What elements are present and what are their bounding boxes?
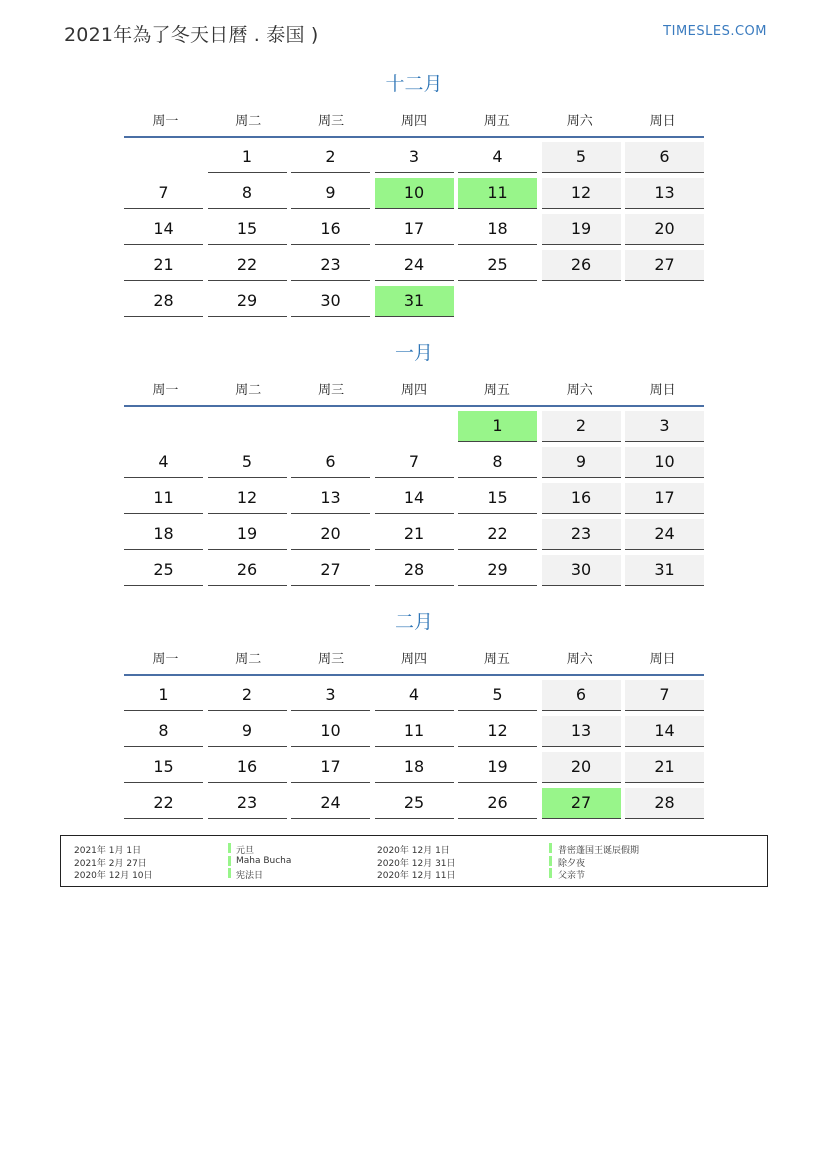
day-cell: 15 bbox=[208, 214, 287, 245]
day-cell: 13 bbox=[542, 716, 621, 747]
header-rule bbox=[124, 405, 704, 407]
day-cell: 3 bbox=[375, 142, 454, 173]
weekday-header bbox=[124, 375, 704, 401]
day-cell: 12 bbox=[542, 178, 621, 209]
weekday-label: 周一 bbox=[152, 651, 179, 667]
day-cell: 26 bbox=[208, 555, 287, 586]
day-cell: 17 bbox=[625, 483, 704, 514]
empty-cell bbox=[208, 411, 287, 441]
legend-date: 2020年 12月 10日 bbox=[74, 871, 153, 881]
day-cell: 9 bbox=[291, 178, 370, 209]
weekday-label: 周六 bbox=[566, 382, 593, 398]
weekday-label: 周一 bbox=[152, 113, 179, 129]
day-cell: 19 bbox=[458, 752, 537, 783]
weekday-label: 周二 bbox=[235, 382, 262, 398]
weekday-label: 周日 bbox=[649, 113, 676, 129]
weekday-label: 周六 bbox=[566, 113, 593, 129]
day-cell: 9 bbox=[542, 447, 621, 478]
day-cell: 11 bbox=[458, 178, 537, 209]
holiday-legend bbox=[60, 835, 768, 887]
day-cell: 8 bbox=[208, 178, 287, 209]
day-cell: 19 bbox=[208, 519, 287, 550]
day-cell: 2 bbox=[542, 411, 621, 442]
day-cell: 23 bbox=[542, 519, 621, 550]
legend-date: 2020年 12月 31日 bbox=[377, 858, 456, 869]
day-cell: 5 bbox=[458, 680, 537, 711]
legend-date: 2021年 2月 27日 bbox=[74, 858, 147, 869]
day-cell: 19 bbox=[542, 214, 621, 245]
day-cell: 30 bbox=[542, 555, 621, 586]
day-grid bbox=[124, 680, 704, 819]
day-cell: 29 bbox=[458, 555, 537, 586]
day-cell: 7 bbox=[375, 447, 454, 478]
day-cell: 26 bbox=[458, 788, 537, 819]
legend-holiday-name: 除夕夜 bbox=[558, 858, 586, 869]
day-cell: 26 bbox=[542, 250, 621, 281]
day-cell: 4 bbox=[375, 680, 454, 711]
weekday-label: 周日 bbox=[649, 382, 676, 398]
day-grid bbox=[124, 411, 704, 586]
day-cell: 25 bbox=[124, 555, 203, 586]
day-grid bbox=[124, 142, 704, 317]
day-cell: 24 bbox=[375, 250, 454, 281]
day-cell: 27 bbox=[542, 788, 621, 819]
day-cell: 4 bbox=[124, 447, 203, 478]
legend-date: 2020年 12月 11日 bbox=[377, 871, 456, 881]
weekday-label: 周二 bbox=[235, 651, 262, 667]
day-cell: 17 bbox=[291, 752, 370, 783]
day-cell: 16 bbox=[208, 752, 287, 783]
weekday-label: 周三 bbox=[318, 113, 345, 129]
legend-holiday-name: 父亲节 bbox=[558, 871, 586, 881]
empty-cell bbox=[291, 411, 370, 441]
day-cell: 18 bbox=[375, 752, 454, 783]
day-cell: 24 bbox=[291, 788, 370, 819]
day-cell: 3 bbox=[291, 680, 370, 711]
day-cell: 6 bbox=[542, 680, 621, 711]
header-rule bbox=[124, 674, 704, 676]
weekday-label: 周五 bbox=[483, 382, 510, 398]
day-cell: 21 bbox=[375, 519, 454, 550]
empty-cell bbox=[124, 411, 203, 441]
legend-holiday-name: Maha Bucha bbox=[236, 855, 292, 866]
legend-row bbox=[61, 856, 767, 868]
day-cell: 1 bbox=[124, 680, 203, 711]
legend-row bbox=[61, 868, 767, 880]
legend-date: 2021年 1月 1日 bbox=[74, 846, 142, 856]
day-cell: 7 bbox=[124, 178, 203, 209]
day-cell: 20 bbox=[542, 752, 621, 783]
weekday-label: 周日 bbox=[649, 651, 676, 667]
day-cell: 13 bbox=[625, 178, 704, 209]
day-cell: 15 bbox=[124, 752, 203, 783]
day-cell: 5 bbox=[542, 142, 621, 173]
day-cell: 16 bbox=[291, 214, 370, 245]
day-cell: 3 bbox=[625, 411, 704, 442]
day-cell: 9 bbox=[208, 716, 287, 747]
day-cell: 1 bbox=[208, 142, 287, 173]
day-cell: 25 bbox=[458, 250, 537, 281]
day-cell: 27 bbox=[291, 555, 370, 586]
weekday-header bbox=[124, 644, 704, 670]
day-cell: 22 bbox=[124, 788, 203, 819]
day-cell: 14 bbox=[625, 716, 704, 747]
weekday-header bbox=[124, 106, 704, 132]
day-cell: 24 bbox=[625, 519, 704, 550]
day-cell: 12 bbox=[458, 716, 537, 747]
empty-cell bbox=[375, 411, 454, 441]
day-cell: 25 bbox=[375, 788, 454, 819]
weekday-label: 周二 bbox=[235, 113, 262, 129]
day-cell: 17 bbox=[375, 214, 454, 245]
day-cell: 6 bbox=[625, 142, 704, 173]
day-cell: 22 bbox=[208, 250, 287, 281]
day-cell: 14 bbox=[375, 483, 454, 514]
day-cell: 20 bbox=[291, 519, 370, 550]
month-january bbox=[124, 339, 704, 586]
weekday-label: 周四 bbox=[401, 651, 428, 667]
legend-color-marker bbox=[228, 856, 231, 866]
day-cell: 16 bbox=[542, 483, 621, 514]
weekday-label: 周三 bbox=[318, 382, 345, 398]
day-cell: 21 bbox=[625, 752, 704, 783]
month-february bbox=[124, 608, 704, 819]
month-title: 十二月 bbox=[385, 73, 443, 95]
day-cell: 8 bbox=[124, 716, 203, 747]
day-cell: 6 bbox=[291, 447, 370, 478]
page-title: 2021年為了冬天日曆 . 泰国 ) bbox=[64, 24, 319, 46]
day-cell: 22 bbox=[458, 519, 537, 550]
weekday-label: 周六 bbox=[566, 651, 593, 667]
day-cell: 20 bbox=[625, 214, 704, 245]
day-cell: 5 bbox=[208, 447, 287, 478]
day-cell: 10 bbox=[375, 178, 454, 209]
day-cell: 18 bbox=[124, 519, 203, 550]
month-title: 一月 bbox=[394, 342, 433, 364]
month-title: 二月 bbox=[394, 611, 433, 633]
legend-holiday-name: 元旦 bbox=[236, 846, 255, 856]
legend-holiday-name: 宪法日 bbox=[236, 871, 264, 881]
day-cell: 27 bbox=[625, 250, 704, 281]
day-cell: 28 bbox=[124, 286, 203, 317]
day-cell: 28 bbox=[375, 555, 454, 586]
weekday-label: 周五 bbox=[483, 651, 510, 667]
day-cell: 21 bbox=[124, 250, 203, 281]
day-cell: 2 bbox=[208, 680, 287, 711]
weekday-label: 周一 bbox=[152, 382, 179, 398]
day-cell: 13 bbox=[291, 483, 370, 514]
day-cell: 11 bbox=[375, 716, 454, 747]
day-cell: 28 bbox=[625, 788, 704, 819]
legend-row bbox=[61, 843, 767, 855]
weekday-label: 周五 bbox=[483, 113, 510, 129]
day-cell: 7 bbox=[625, 680, 704, 711]
day-cell: 14 bbox=[124, 214, 203, 245]
day-cell: 1 bbox=[458, 411, 537, 442]
day-cell: 12 bbox=[208, 483, 287, 514]
weekday-label: 周四 bbox=[401, 113, 428, 129]
legend-color-marker bbox=[549, 843, 552, 853]
weekday-label: 周三 bbox=[318, 651, 345, 667]
day-cell: 23 bbox=[208, 788, 287, 819]
day-cell: 30 bbox=[291, 286, 370, 317]
header-rule bbox=[124, 136, 704, 138]
brand-link[interactable]: TIMESLES.COM bbox=[663, 24, 767, 39]
day-cell: 2 bbox=[291, 142, 370, 173]
day-cell: 15 bbox=[458, 483, 537, 514]
legend-color-marker bbox=[549, 856, 552, 866]
legend-date: 2020年 12月 1日 bbox=[377, 846, 450, 856]
weekday-label: 周四 bbox=[401, 382, 428, 398]
day-cell: 29 bbox=[208, 286, 287, 317]
day-cell: 23 bbox=[291, 250, 370, 281]
day-cell: 18 bbox=[458, 214, 537, 245]
legend-color-marker bbox=[549, 868, 552, 878]
month-december bbox=[124, 70, 704, 317]
day-cell: 10 bbox=[625, 447, 704, 478]
empty-cell bbox=[124, 142, 203, 172]
day-cell: 8 bbox=[458, 447, 537, 478]
legend-color-marker bbox=[228, 868, 231, 878]
day-cell: 11 bbox=[124, 483, 203, 514]
day-cell: 10 bbox=[291, 716, 370, 747]
legend-holiday-name: 普密蓬国王诞辰假期 bbox=[558, 846, 640, 856]
legend-color-marker bbox=[228, 843, 231, 853]
day-cell: 31 bbox=[375, 286, 454, 317]
day-cell: 31 bbox=[625, 555, 704, 586]
day-cell: 4 bbox=[458, 142, 537, 173]
